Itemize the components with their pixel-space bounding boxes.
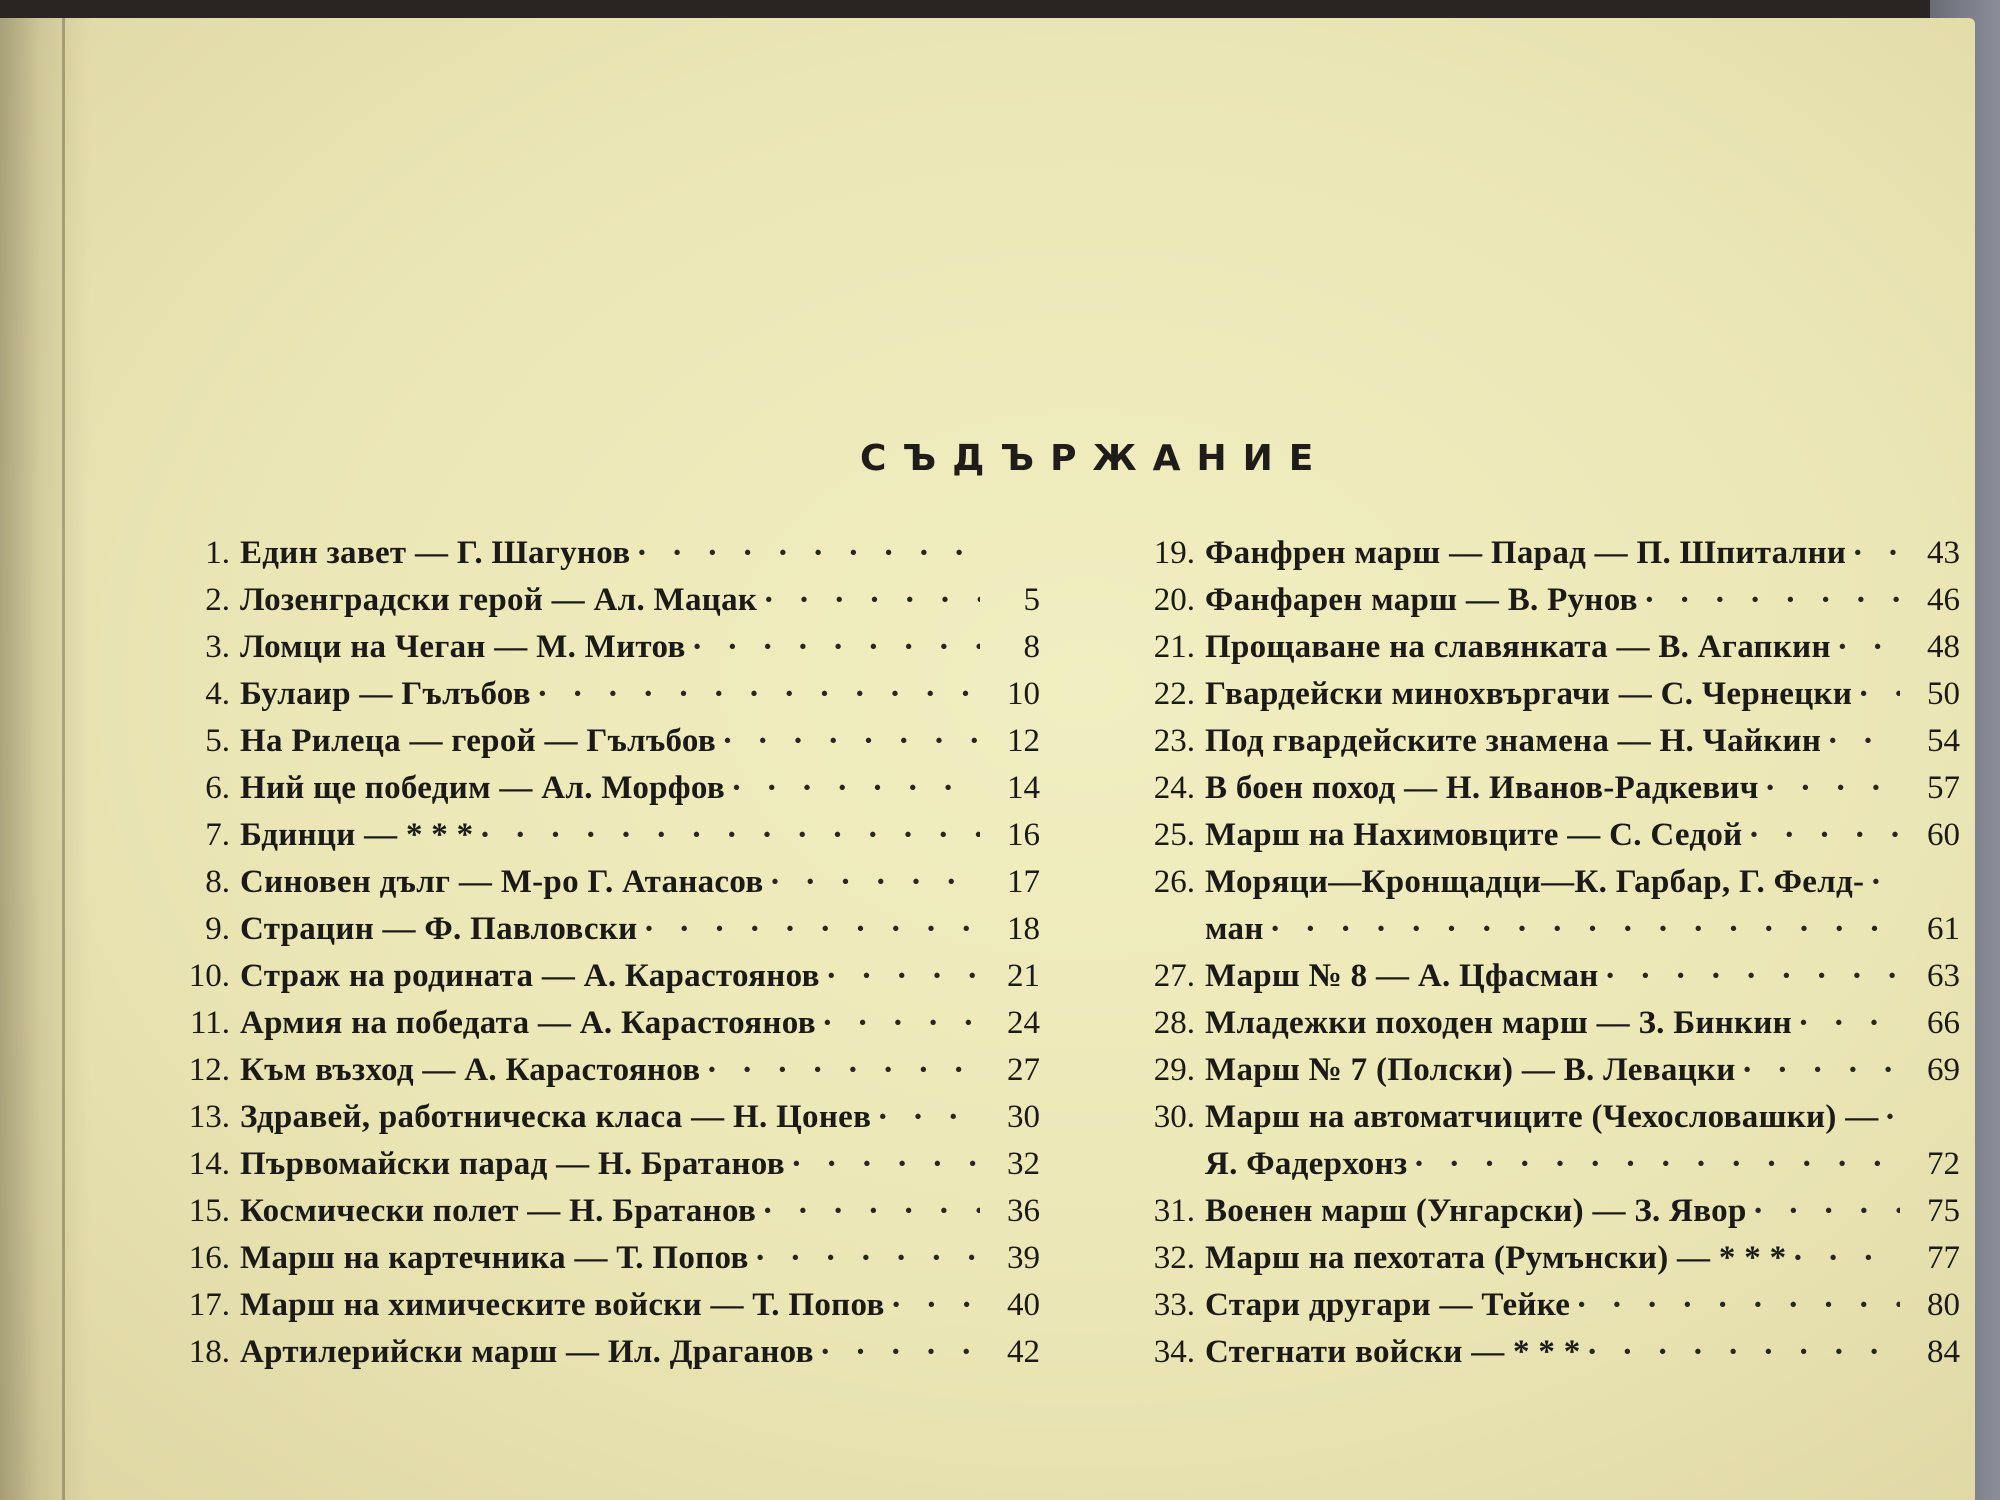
toc-entry-page-number: 18	[1007, 911, 1040, 947]
toc-entry-number: 11.	[189, 1005, 230, 1041]
toc-entry-title: Марш № 8 — А. Цфасман	[1205, 958, 1599, 994]
toc-entry	[160, 535, 1040, 582]
toc-entry-number: 32.	[1153, 1240, 1195, 1276]
toc-entry-title: Космически полет — Н. Братанов	[240, 1193, 757, 1229]
dot-leader	[1753, 1193, 1900, 1230]
toc-entry	[160, 958, 1040, 1005]
dot-leader	[822, 1005, 980, 1042]
toc-entry-number: 29.	[1153, 1052, 1195, 1088]
toc-entry-title: Прощаване на славянката — В. Агапкин	[1205, 629, 1831, 665]
toc-entry-title: Я. Фадерхонз	[1205, 1146, 1408, 1182]
toc-entry-title: Марш на Нахимовците — С. Седой	[1205, 817, 1743, 853]
toc-entry-title: Лозенградски герой — Ал. Мацак	[240, 582, 758, 618]
toc-entry-page-number: 39	[1007, 1240, 1040, 1276]
toc-entry	[1125, 1099, 1960, 1146]
toc-entry-page-number: 40	[1007, 1287, 1040, 1323]
toc-entry-number: 25.	[1153, 817, 1195, 853]
toc-entry-page-number: 54	[1927, 723, 1960, 759]
toc-entry-number: 13.	[188, 1099, 230, 1135]
dot-leader	[706, 1052, 980, 1089]
toc-entry-title: В боен поход — Н. Иванов-Радкевич	[1205, 770, 1759, 806]
toc-entry-title: Стари другари — Тейке	[1205, 1287, 1571, 1323]
toc-entry-number: 20.	[1153, 582, 1195, 618]
toc-entry-title: Марш № 7 (Полски) — В. Левацки	[1205, 1052, 1736, 1088]
toc-entry-title: Бдинци — * * *	[240, 817, 474, 853]
toc-entry-number: 16.	[188, 1240, 230, 1276]
toc-entry	[160, 770, 1040, 817]
toc-entry	[1125, 676, 1960, 723]
dot-leader	[791, 1146, 980, 1183]
dot-leader	[1270, 911, 1900, 948]
toc-entry-title: Младежки походен марш — З. Бинкин	[1205, 1005, 1792, 1041]
toc-entry-page-number: 42	[1007, 1334, 1040, 1370]
toc-entry-page-number: 10	[1007, 676, 1040, 712]
toc-entry	[1125, 582, 1960, 629]
toc-entry	[160, 582, 1040, 629]
toc-entry-number: 34.	[1153, 1334, 1195, 1370]
toc-entry-title: Военен марш (Унгарски) — З. Явор	[1205, 1193, 1747, 1229]
dot-leader	[891, 1287, 980, 1324]
toc-entry-number: 15.	[188, 1193, 230, 1229]
dot-leader	[692, 629, 980, 666]
toc-entry-page-number: 17	[1007, 864, 1040, 900]
toc-entry-number: 21.	[1153, 629, 1195, 665]
toc-entry-page-number: 32	[1007, 1146, 1040, 1182]
toc-entry-number: 3.	[205, 629, 230, 665]
toc-entry-page-number: 12	[1007, 723, 1040, 759]
toc-entry-page-number: 46	[1927, 582, 1960, 618]
toc-entry	[1125, 629, 1960, 676]
toc-entry	[1125, 1052, 1960, 1099]
toc-entry	[160, 1005, 1040, 1052]
toc-entry-page-number: 30	[1007, 1099, 1040, 1135]
toc-entry-number: 31.	[1153, 1193, 1195, 1229]
toc-entry-title: Един завет — Г. Шагунов	[240, 535, 631, 571]
toc-entry	[160, 1334, 1040, 1381]
toc-entry	[1125, 1193, 1960, 1240]
toc-right-column	[1125, 535, 1960, 1381]
page-title: СЪДЪРЖАНИЕ	[860, 438, 1330, 479]
toc-entry-page-number: 8	[1023, 629, 1040, 665]
toc-entry	[1125, 958, 1960, 1005]
toc-entry	[160, 1099, 1040, 1146]
dot-leader	[1870, 864, 1900, 901]
toc-entry-page-number: 24	[1007, 1005, 1040, 1041]
toc-entry-number: 33.	[1153, 1287, 1195, 1323]
toc-entry-title: Синовен дълг — М-ро Г. Атанасов	[240, 864, 764, 900]
book-page	[0, 18, 1975, 1500]
toc-entry-page-number: 43	[1927, 535, 1960, 571]
toc-entry-page-number: 77	[1927, 1240, 1960, 1276]
toc-entry-number: 27.	[1153, 958, 1195, 994]
toc-entry-page-number: 50	[1927, 676, 1960, 712]
toc-entry	[1125, 723, 1960, 770]
toc-entry-title: Армия на победата — А. Карастоянов	[240, 1005, 816, 1041]
toc-entry-title: Първомайски парад — Н. Братанов	[240, 1146, 785, 1182]
dot-leader	[644, 911, 981, 948]
dot-leader	[762, 1193, 980, 1230]
toc-entry-title: ман	[1205, 911, 1264, 947]
toc-entry	[1125, 770, 1960, 817]
toc-entry-title: Моряци—Кронщадци—К. Гарбар, Г. Фелд-	[1205, 864, 1865, 900]
toc-entry-page-number: 16	[1007, 817, 1040, 853]
toc-entry-number: 23.	[1153, 723, 1195, 759]
toc-entry-title: Здравей, работническа класа — Н. Цонев	[240, 1099, 872, 1135]
dot-leader	[1858, 676, 1900, 713]
toc-entry	[1125, 535, 1960, 582]
toc-entry-number: 14.	[188, 1146, 230, 1182]
toc-entry	[1125, 1146, 1960, 1193]
toc-entry-page-number: 69	[1927, 1052, 1960, 1088]
toc-entry	[1125, 864, 1960, 911]
dot-leader	[1576, 1287, 1900, 1324]
toc-entry-page-number: 84	[1927, 1334, 1960, 1370]
toc-entry	[1125, 911, 1960, 958]
dot-leader	[537, 676, 980, 713]
toc-entry-number: 28.	[1153, 1005, 1195, 1041]
dot-leader	[769, 864, 980, 901]
dot-leader	[755, 1240, 980, 1277]
toc-entry-title: Марш на пехотата (Румънски) — * * *	[1205, 1240, 1787, 1276]
toc-entry-page-number: 36	[1007, 1193, 1040, 1229]
toc-entry	[160, 629, 1040, 676]
toc-entry	[160, 1052, 1040, 1099]
page-gutter	[62, 18, 65, 1500]
dot-leader	[1748, 817, 1900, 854]
toc-entry	[160, 1146, 1040, 1193]
toc-entry-page-number: 63	[1927, 958, 1960, 994]
toc-entry-number: 19.	[1153, 535, 1195, 571]
toc-entry	[160, 1287, 1040, 1334]
dot-leader	[763, 582, 980, 619]
dot-leader	[1644, 582, 1900, 619]
dot-leader	[731, 770, 980, 807]
toc-entry	[160, 1193, 1040, 1240]
toc-entry-page-number: 66	[1927, 1005, 1960, 1041]
toc-entry-title: Страж на родината — А. Карастоянов	[240, 958, 820, 994]
toc-entry-number: 8.	[205, 864, 230, 900]
dot-leader	[1827, 723, 1900, 760]
toc-entry-title: Фанфрен марш — Парад — П. Шпитални	[1205, 535, 1847, 571]
toc-entry-number: 10.	[188, 958, 230, 994]
dot-leader	[636, 535, 980, 572]
toc-entry-title: Ний ще победим — Ал. Морфов	[240, 770, 726, 806]
toc-entry	[1125, 1005, 1960, 1052]
toc-entry-title: Марш на химическите войски — Т. Попов	[240, 1287, 885, 1323]
toc-entry	[160, 676, 1040, 723]
toc-entry	[1125, 1334, 1960, 1381]
toc-entry-page-number: 21	[1007, 958, 1040, 994]
dot-leader	[1798, 1005, 1900, 1042]
toc-entry-number: 2.	[205, 582, 230, 618]
toc-entry-title: Ломци на Чеган — М. Митов	[240, 629, 686, 665]
dot-leader	[1792, 1240, 1900, 1277]
spine-shadow	[0, 18, 90, 1500]
toc-entry-title: Булаир — Гълъбов	[240, 676, 531, 712]
toc-entry-number: 7.	[205, 817, 230, 853]
toc-entry-title: Гвардейски минохвъргачи — С. Чернецки	[1205, 676, 1853, 712]
toc-entry	[160, 1240, 1040, 1287]
toc-entry-title: Артилерийски марш — Ил. Драганов	[240, 1334, 814, 1370]
toc-entry-page-number: 48	[1927, 629, 1960, 665]
dot-leader	[1837, 629, 1900, 666]
toc-entry-number: 6.	[205, 770, 230, 806]
toc-entry-number: 1.	[205, 535, 230, 571]
toc-entry	[1125, 1287, 1960, 1334]
toc-left-column	[160, 535, 1040, 1381]
toc-entry-number: 5.	[205, 723, 230, 759]
toc-entry	[1125, 1240, 1960, 1287]
toc-entry-number: 4.	[205, 676, 230, 712]
toc-entry-title: На Рилеца — герой — Гълъбов	[240, 723, 716, 759]
dot-leader	[1742, 1052, 1900, 1089]
toc-entry	[160, 817, 1040, 864]
toc-entry-page-number: 72	[1927, 1146, 1960, 1182]
toc-entry-title: Към възход — А. Карастоянов	[240, 1052, 701, 1088]
toc-entry-number: 18.	[188, 1334, 230, 1370]
toc-entry-number: 12.	[188, 1052, 230, 1088]
toc-entry-page-number: 27	[1007, 1052, 1040, 1088]
toc-entry-page-number: 61	[1927, 911, 1960, 947]
toc-entry-number: 30.	[1153, 1099, 1195, 1135]
toc-entry	[160, 723, 1040, 770]
dot-leader	[1414, 1146, 1901, 1183]
dot-leader	[1587, 1334, 1900, 1371]
dot-leader	[1605, 958, 1900, 995]
toc-entry	[1125, 817, 1960, 864]
toc-entry-number: 24.	[1153, 770, 1195, 806]
toc-entry-page-number: 75	[1927, 1193, 1960, 1229]
dot-leader	[479, 817, 980, 854]
toc-entry-number: 22.	[1153, 676, 1195, 712]
toc-entry-page-number: 5	[1023, 582, 1040, 618]
toc-entry-title: Марш на картечника — Т. Попов	[240, 1240, 749, 1276]
toc-entry	[160, 864, 1040, 911]
toc-entry-title: Фанфарен марш — В. Рунов	[1205, 582, 1638, 618]
toc-entry-number: 17.	[188, 1287, 230, 1323]
dot-leader	[820, 1334, 980, 1371]
dot-leader	[877, 1099, 980, 1136]
toc-entry-title: Стегнати войски — * * *	[1205, 1334, 1581, 1370]
dot-leader	[1852, 535, 1900, 572]
dot-leader	[722, 723, 980, 760]
toc-entry-page-number: 57	[1927, 770, 1960, 806]
toc-entry-number: 26.	[1153, 864, 1195, 900]
dot-leader	[1765, 770, 1900, 807]
dot-leader	[826, 958, 980, 995]
toc-entry-page-number: 60	[1927, 817, 1960, 853]
toc-entry	[160, 911, 1040, 958]
toc-entry-number: 9.	[205, 911, 230, 947]
toc-entry-page-number: 14	[1007, 770, 1040, 806]
toc-entry-title: Страцин — Ф. Павловски	[240, 911, 638, 947]
toc-entry-page-number: 80	[1927, 1287, 1960, 1323]
dot-leader	[1885, 1099, 1900, 1136]
toc-entry-title: Марш на автоматчиците (Чехословашки) —	[1205, 1099, 1879, 1135]
toc-entry-title: Под гвардейските знамена — Н. Чайкин	[1205, 723, 1822, 759]
